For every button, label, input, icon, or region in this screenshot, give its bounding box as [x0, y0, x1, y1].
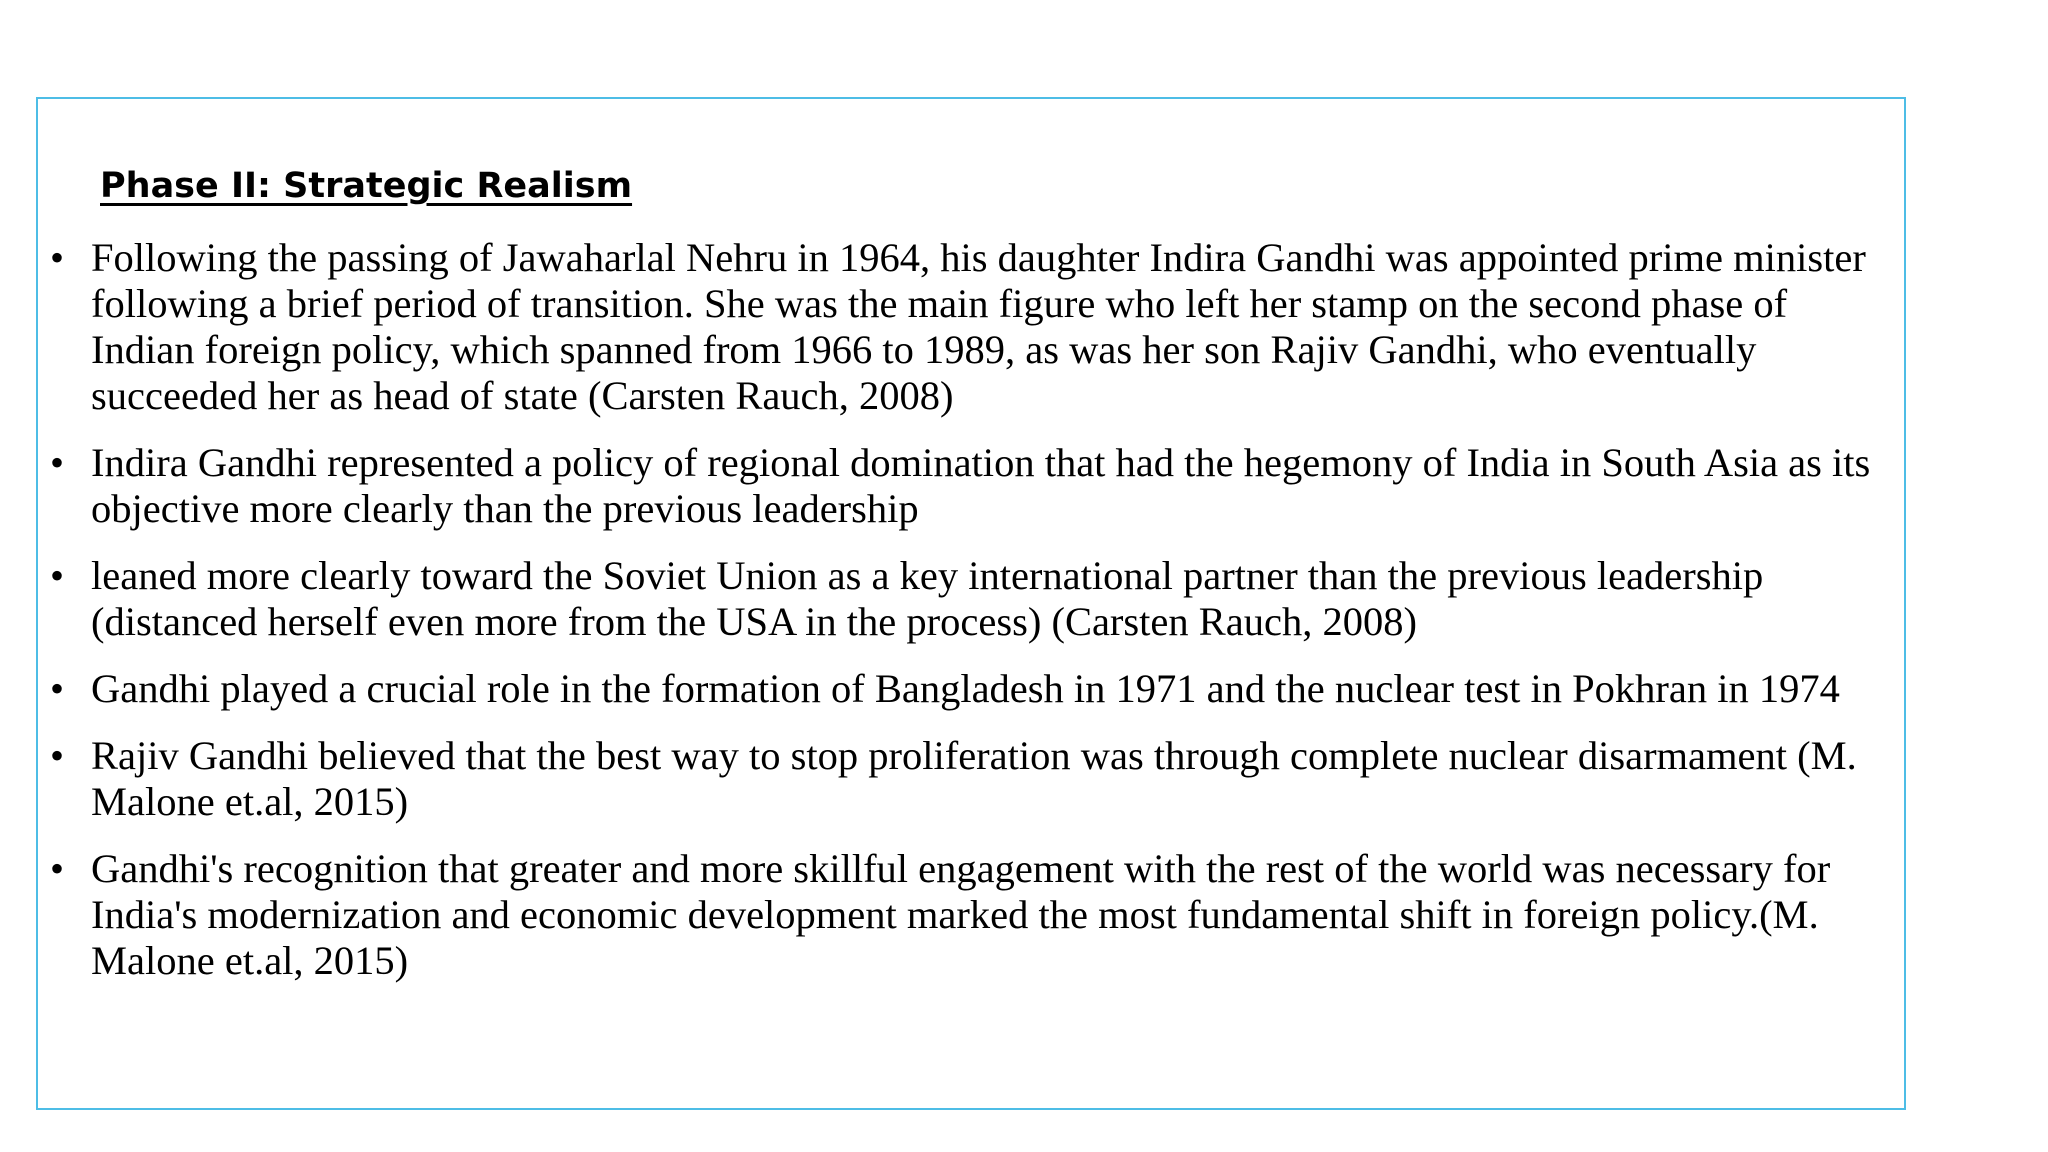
bullet-icon: • — [50, 235, 65, 280]
bullet-item — [48, 440, 1898, 532]
bullet-item — [48, 553, 1898, 645]
bullet-text: Rajiv Gandhi believed that the best way to stop proliferation was through complete nuclear disarmament (M. Malone et.al, 2015) — [91, 733, 1857, 824]
bullet-text: Gandhi played a crucial role in the formation of Bangladesh in 1971 and the nuclear test in Pokhran in 1974 — [91, 666, 1840, 711]
bullet-icon: • — [50, 553, 65, 598]
bullet-text: Gandhi's recognition that greater and more skillful engagement with the rest of the world was necessary for India's modernization and economic development marked the most fundamental shift in foreign policy.(M. Malone et.al, 2015) — [91, 846, 1831, 983]
bullet-icon: • — [50, 846, 65, 891]
bullet-item — [48, 666, 1898, 712]
bullet-icon: • — [50, 440, 65, 485]
slide-title: Phase II: Strategic Realism — [100, 166, 633, 206]
bullet-item — [48, 733, 1898, 825]
bullet-item — [48, 846, 1898, 984]
bullet-icon: • — [50, 666, 65, 711]
bullet-text: leaned more clearly toward the Soviet Union as a key international partner than the previous leadership (distanced herself even more from the USA in the process) (Carsten Rauch, 2008) — [91, 553, 1764, 644]
bullet-text: Indira Gandhi represented a policy of regional domination that had the hegemony of India in South Asia as its objective more clearly than the previous leadership — [91, 440, 1871, 531]
bullet-icon: • — [50, 733, 65, 778]
bullet-text: Following the passing of Jawaharlal Nehru in 1964, his daughter Indira Gandhi was appointed prime minister following a brief period of transition. She was the main figure who left her stamp on the second phase of Indian foreign policy, which spanned from 1966 to 1989, as was her son Rajiv Gandhi, who eventually succeeded her as head of state (Carsten Rauch, 2008) — [91, 235, 1866, 418]
bullet-list — [48, 235, 1898, 1005]
bullet-item — [48, 235, 1898, 419]
